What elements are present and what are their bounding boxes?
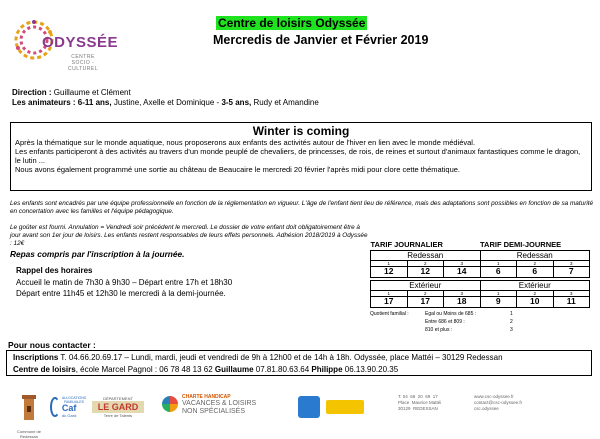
price-cell: 12	[371, 266, 408, 277]
price-cell: 17	[371, 296, 408, 307]
price-cell: 10	[517, 296, 554, 307]
charte-heart-icon	[162, 396, 178, 412]
theme-title: Winter is coming	[252, 124, 350, 138]
redessan-label: Redessan	[480, 250, 590, 260]
logo-name: ODYSSÉE	[42, 34, 119, 51]
contact-box: Inscriptions T. 04.66.20.69.17 – Lundi, mardi, jeudi et vendredi de 9h à 12h00 et de 14h à 18h. Odyssée, place Mattéi – 30129 Redessan Centre de loisirs, école Marcel Pagnol : 06 78 48 13 62 Guillaume 07.81.80.63.64 Philippe 06.13.90.20.35	[6, 350, 592, 376]
blue-partner-logo	[298, 396, 320, 418]
price-cell: 18	[444, 296, 481, 307]
theme-paragraph-2: Les enfants participeront à des activités au travers d'un monde peuplé de chevaliers, de princesses, de rois, de reines et surtout d'animaux fantastiques comme le dragon, le lutin ...	[15, 147, 581, 165]
quotient-familial: Quotient familial : Egal ou Moins de 685 : 1 Entre 686 et 809 : 2 810 et plus : 3	[370, 311, 513, 333]
info-goûter: Le goûter est fourni. Annulation = Vendredi soir précédent le mercredi. Le dossier de votre enfant doit obligatoirement être à jour avant son 1er jour de loisirs. Les enfants restent responsables de leurs effets personnels. Adhésion 2018/2019 à Odyssée : 12€	[10, 224, 368, 247]
theme-paragraph-3: Nous avons également programmé une sortie au château de Beaucaire le mercredi 20 février l'après midi pour clore cette thématique.	[15, 165, 461, 174]
theme-box	[10, 122, 592, 191]
tarif-table: TARIF JOURNALIER TARIF DEMI-JOURNEE Redessan Redessan 1 2 3 1 2 3 12 12 14 6 6 7 Extérieur Extérieur 1 2 3 1 2 3 17 17 18 9 10 11	[370, 240, 590, 308]
price-cell: 7	[553, 266, 590, 277]
price-cell: 14	[444, 266, 481, 277]
direction-block: Direction : Guillaume et Clément Les animateurs : 6-11 ans, Justine, Axelle et Dominique - 3-5 ans, Rudy et Amandine	[12, 88, 319, 107]
price-cell: 11	[553, 296, 590, 307]
rappel-hours: Accueil le matin de 7h30 à 9h30 – Départ entre 17h et 18h30 Départ entre 11h45 et 12h30 le mercredi à la demi-journée.	[16, 278, 233, 298]
price-cell: 6	[480, 266, 517, 277]
caf-logo: ALLOCATIONS FAMILIALES Caf du Gard	[48, 396, 88, 418]
info-supervision: Les enfants sont encadrés par une équipe professionnelle en fonction de la réglementation en vigueur. L'âge de l'enfant tient lieu de référence, mais des adaptations sont possibles en fonction de sa maturité en concertation avec les familles et l'équipe pédagogique.	[10, 200, 594, 215]
yellow-partner-logo	[326, 400, 364, 414]
info-repas: Repas compris par l'inscription à la journée.	[10, 249, 185, 259]
rappel-title: Rappel des horaires	[16, 266, 93, 275]
charte-handicap-logo: CHARTE HANDICAP VACANCES & LOISIRS NON SPÉCIALISÉS	[162, 394, 268, 416]
partner-logos	[0, 388, 600, 439]
footer-address: T. 04 66 20 69 17 Place Maurice Mattéi 30129 REDESSAN	[398, 394, 442, 411]
exterieur-label: Extérieur	[480, 280, 590, 290]
footer-web: www.csc-odyssee.fr contact@csc-odyssee.fr csc.odyssee	[474, 394, 523, 411]
price-cell: 17	[407, 296, 444, 307]
tower-icon	[21, 392, 37, 422]
odyssee-logo	[8, 14, 118, 84]
logo-subtitle: CENTRE SOCIO - CULTUREL	[68, 54, 99, 72]
price-cell: 9	[480, 296, 517, 307]
caf-swirl-icon	[50, 397, 60, 417]
gard-logo: DÉPARTEMENT LE GARD Terre de Talents	[92, 396, 144, 426]
tarif-journalier-header: TARIF JOURNALIER	[370, 240, 443, 250]
price-cell: 6	[517, 266, 554, 277]
redessan-label: Redessan	[371, 250, 481, 260]
tarif-demi-header: TARIF DEMI-JOURNEE	[480, 240, 562, 250]
theme-paragraph-1: Après la thématique sur le monde aquatique, nous proposerons aux enfants des activités autour de l'hiver en lien avec le monde médiéval.	[15, 138, 476, 147]
commune-logo: Commune de Redessan	[14, 392, 44, 439]
price-cell: 12	[407, 266, 444, 277]
exterieur-label: Extérieur	[371, 280, 481, 290]
contact-title: Pour nous contacter :	[8, 340, 96, 350]
page-title: Centre de loisirs Odyssée	[218, 16, 366, 30]
page-subtitle: Mercredis de Janvier et Février 2019	[213, 33, 429, 47]
